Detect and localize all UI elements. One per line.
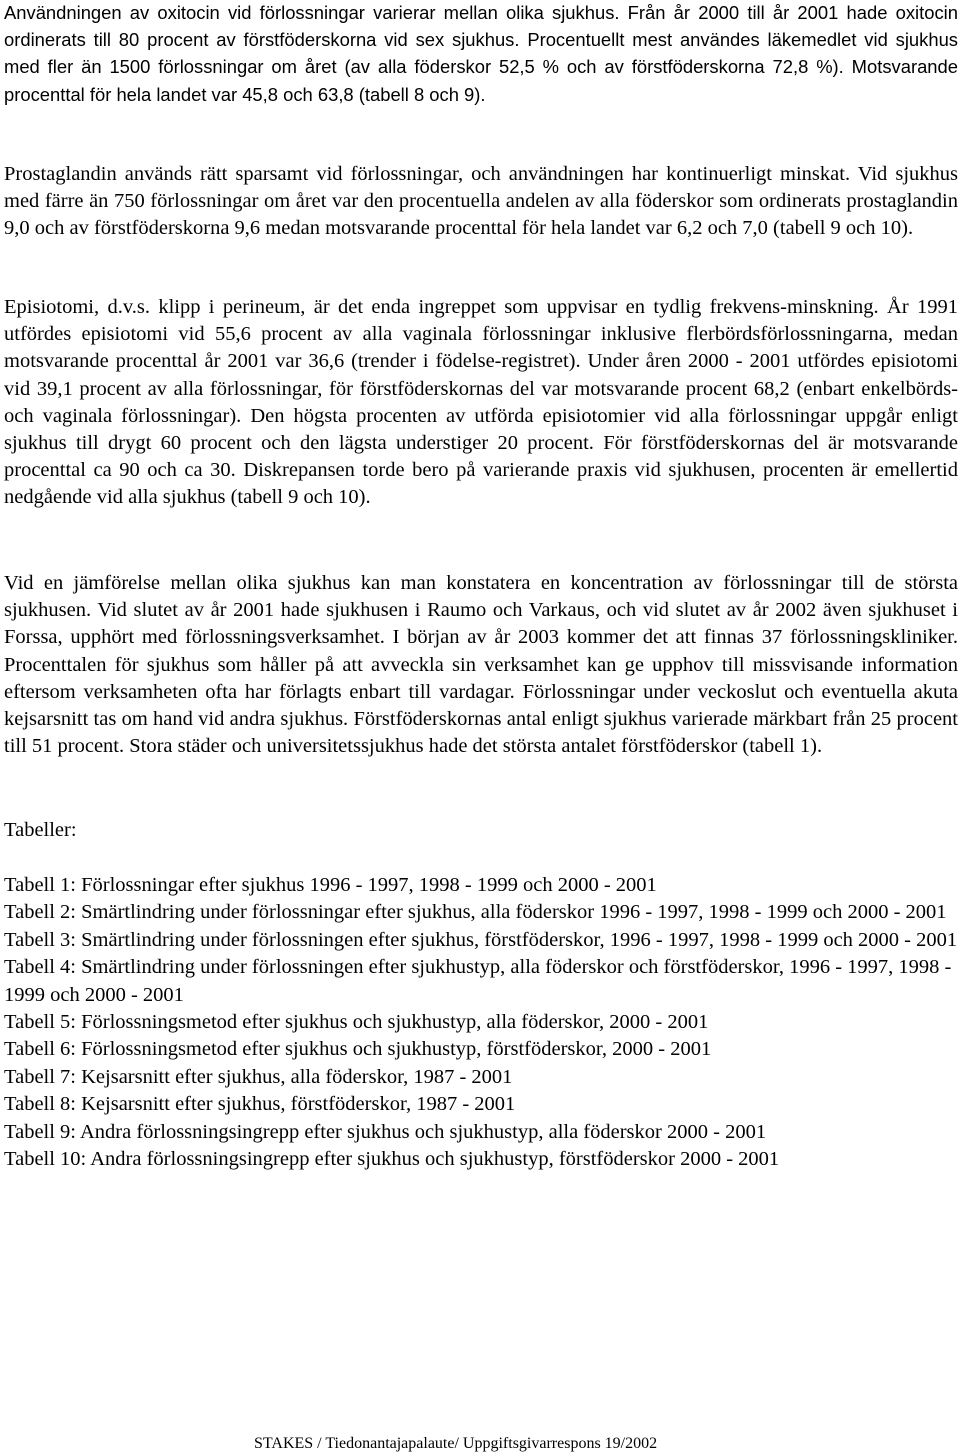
list-item: Tabell 2: Smärtlindring under förlossningar efter sjukhus, alla föderskor 1996 - 1997, 1998 - 1999 och 2000 - 2001 — [4, 901, 947, 924]
list-item: Tabell 6: Förlossningsmetod efter sjukhus och sjukhustyp, förstföderskor, 2000 - 2001 — [4, 1038, 712, 1061]
list-item: Tabell 10: Andra förlossningsingrepp efter sjukhus och sjukhustyp, förstföderskor 2000 - 2001 — [4, 1148, 780, 1171]
paragraph-prostaglandin: Prostaglandin används rätt sparsamt vid förlossningar, och användningen har kontinuerligt minskat. Vid sjukhus med färre än 750 förlossningar om året var den procentuella andelen av alla föderskor som ordinerats prostaglandin 9,0 och av förstföderskorna 9,6 medan motsvarande procenttal för hela landet var 6,2 och 7,0 (tabell 9 och 10). — [4, 163, 958, 240]
tables-list — [4, 872, 958, 1173]
list-item: Tabell 5: Förlossningsmetod efter sjukhus och sjukhustyp, alla föderskor, 2000 - 2001 — [4, 1011, 709, 1034]
list-item: Tabell 1: Förlossningar efter sjukhus 1996 - 1997, 1998 - 1999 och 2000 - 2001 — [4, 874, 657, 896]
list-item: Tabell 7: Kejsarsnitt efter sjukhus, alla föderskor, 1987 - 2001 — [4, 1065, 513, 1088]
paragraph-sjukhus-jamforelse: Vid en jämförelse mellan olika sjukhus kan man konstatera en koncentration av förlossningar till de största sjukhusen. Vid slutet av år 2001 hade sjukhusen i Raumo och Varkaus, och vid slutet av år 2002 även sjukhuset i Forssa, upphört med förlossningsverksamhet. I början av år 2003 kommer det att finnas 37 förlossningskliniker. Procenttalen för sjukhus som håller på att avveckla sin verksamhet kan ge upphov till missvisande information eftersom verksamheten ofta har förlagts enbart till vardagar. Förlossningar under veckoslut och eventuella akuta kejsarsnitt tas om hand vid andra sjukhus. Förstföderskornas antal enligt sjukhus varierade märkbart från 25 procent till 51 procent. Stora städer och universitetssjukhus hade det största antalet förstföderskor (tabell 1). — [4, 572, 958, 758]
list-item: Tabell 4: Smärtlindring under förlossningen efter sjukhustyp, alla föderskor och förstföderskor, 1996 - 1997, 1998 - 1999 och 2000 - 2001 — [4, 956, 952, 1006]
page-footer: STAKES / Tiedonantajapalaute/ Uppgiftsgivarrespons 19/2002 — [254, 1435, 658, 1452]
paragraph-oxitocin: Användningen av oxitocin vid förlossningar varierar mellan olika sjukhus. Från år 2000 till år 2001 hade oxitocin ordinerats till 80 procent av förstföderskorna vid sex sjukhus. Procentuellt mest användes läkemedlet vid sjukhus med fler än 1500 förlossningar om året (av alla föderskor 52,5 % och av förstföderskorna 72,8 %). Motsvarande procenttal för hela landet var 45,8 och 63,8 (tabell 8 och 9). — [4, 2, 958, 105]
list-item: Tabell 8: Kejsarsnitt efter sjukhus, förstföderskor, 1987 - 2001 — [4, 1093, 516, 1116]
list-item: Tabell 9: Andra förlossningsingrepp efter sjukhus och sjukhustyp, alla föderskor 2000 - 2001 — [4, 1120, 767, 1143]
tables-heading: Tabeller: — [4, 819, 77, 841]
list-item: Tabell 3: Smärtlindring under förlossningen efter sjukhus, förstföderskor, 1996 - 1997, 1998 - 1999 och 2000 - 2001 — [4, 928, 958, 951]
paragraph-episiotomi: Episiotomi, d.v.s. klipp i perineum, är det enda ingreppet som uppvisar en tydlig frekvens-minskning. År 1991 utfördes episiotomi vid 55,6 procent av alla vaginala förlossningar inklusive flerbördsförlossningarna, medan motsvarande procenttal år 2001 var 36,6 (trender i födelse-registret). Under åren 2000 - 2001 utfördes episiotomi vid 39,1 procent av alla förlossningar, för förstföderskornas del var motsvarande procent 68,2 (enbart enkelbörds- och vaginala förlossningar). Den högsta procenten av utförda episiotomier vid alla förlossningar uppgår enligt sjukhus till drygt 60 procent och den lägsta understiger 20 procent. För förstföderskornas del är motsvarande procenttal ca 90 och ca 30. Diskrepansen torde bero på varierande praxis vid sjukhusen, procenten är emellertid nedgående vid alla sjukhus (tabell 9 och 10). — [4, 296, 958, 509]
